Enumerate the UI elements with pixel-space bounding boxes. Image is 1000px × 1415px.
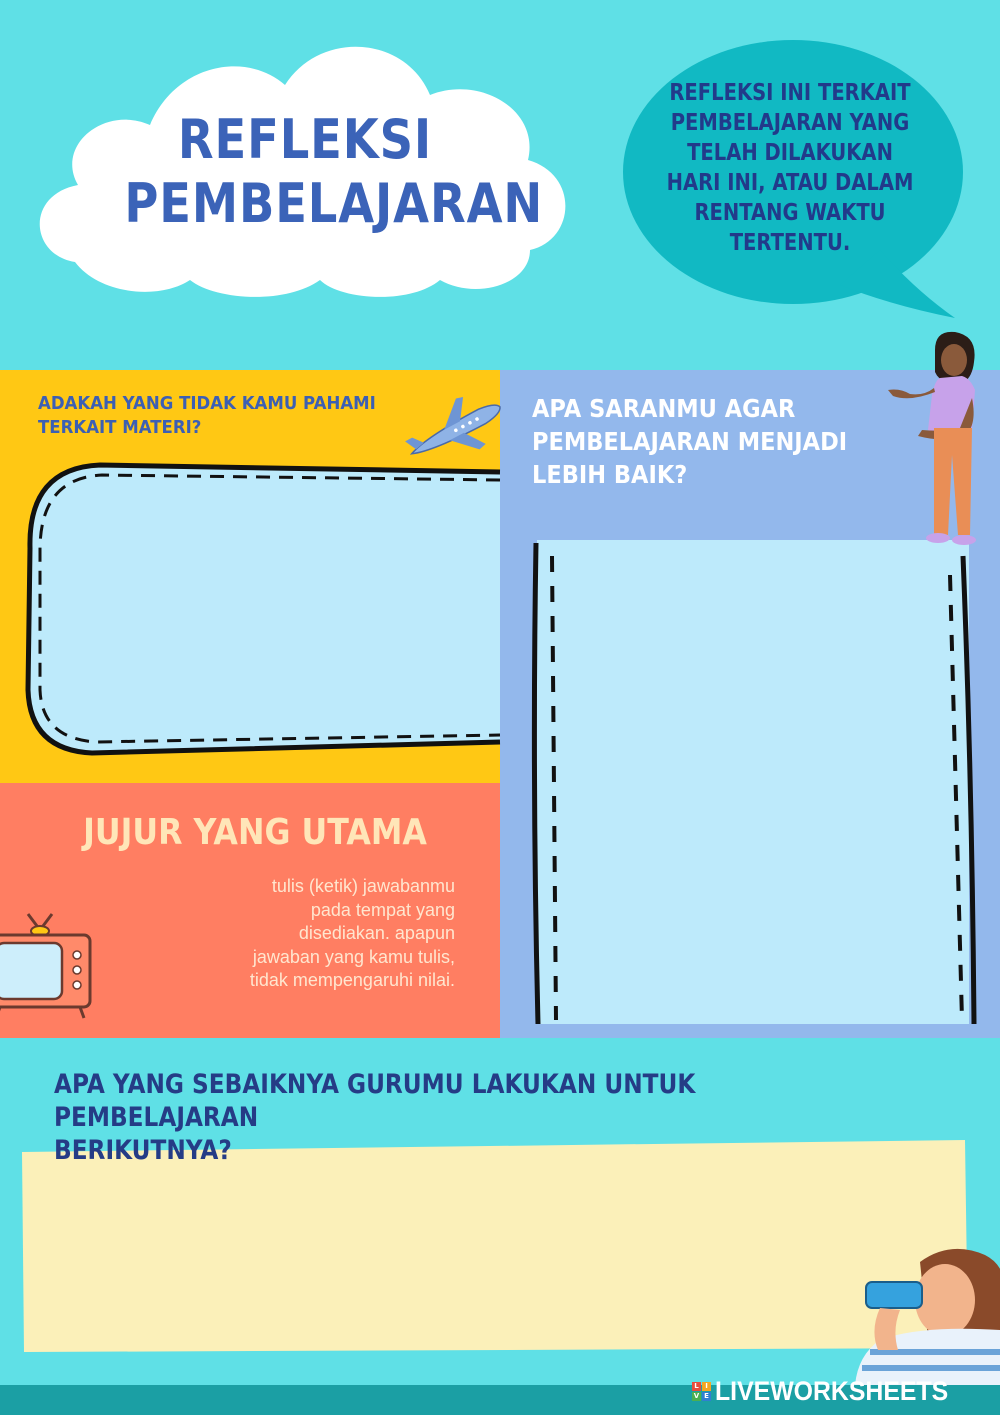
page-title-line-2: PEMBELAJARAN <box>124 172 544 235</box>
logo-letter: L <box>692 1382 701 1391</box>
instruction-line: tulis (ketik) jawabanmu <box>271 876 455 896</box>
question-2-line: APA SARANMU AGAR <box>532 394 796 423</box>
question-3-label <box>54 1068 811 1167</box>
answer-2-field[interactable] <box>562 548 947 1016</box>
answer-3-field[interactable] <box>36 1160 836 1340</box>
intro-bubble-text <box>663 78 918 258</box>
instruction-line: jawaban yang kamu tulis, <box>252 946 455 967</box>
intro-line: TERTENTU. <box>729 230 851 256</box>
question-2-line: PEMBELAJARAN MENJADI <box>532 427 848 456</box>
instruction-line: tidak mempengaruhi nilai. <box>249 970 455 990</box>
question-1-line: ADAKAH YANG TIDAK KAMU PAHAMI <box>38 393 376 414</box>
logo-letter: V <box>693 1391 700 1400</box>
intro-line: TELAH DILAKUKAN <box>687 140 893 166</box>
question-1-line: TERKAIT MATERI? <box>38 417 202 438</box>
question-3-line: BERIKUTNYA? <box>54 1135 232 1166</box>
question-2-line: LEBIH BAIK? <box>532 460 688 489</box>
intro-line: HARI INI, ATAU DALAM <box>666 170 914 196</box>
instruction-line: disediakan. apapun <box>298 923 455 943</box>
page-title-line-1: REFLEKSI <box>177 108 433 171</box>
honesty-instructions <box>180 875 455 993</box>
liveworksheets-brand <box>692 1376 969 1406</box>
logo-letter: I <box>702 1382 711 1391</box>
honesty-heading: JUJUR YANG UTAMA <box>83 812 427 853</box>
question-3-line: APA YANG SEBAIKNYA GURUMU LAKUKAN UNTUK PEMBELAJARAN <box>54 1069 696 1133</box>
liveworksheets-wordmark: LIVEWORKSHEETS <box>715 1375 949 1406</box>
logo-letter: E <box>702 1392 711 1401</box>
intro-line: PEMBELAJARAN YANG <box>670 110 910 136</box>
answer-1-field[interactable] <box>48 486 493 731</box>
liveworksheets-logo-icon <box>692 1382 711 1401</box>
intro-line: REFLEKSI INI TERKAIT <box>669 80 911 106</box>
question-1-label <box>38 392 397 440</box>
instruction-line: pada tempat yang <box>310 899 455 920</box>
page-title <box>124 108 544 236</box>
intro-line: RENTANG WAKTU <box>694 200 886 226</box>
question-2-label <box>532 392 856 491</box>
